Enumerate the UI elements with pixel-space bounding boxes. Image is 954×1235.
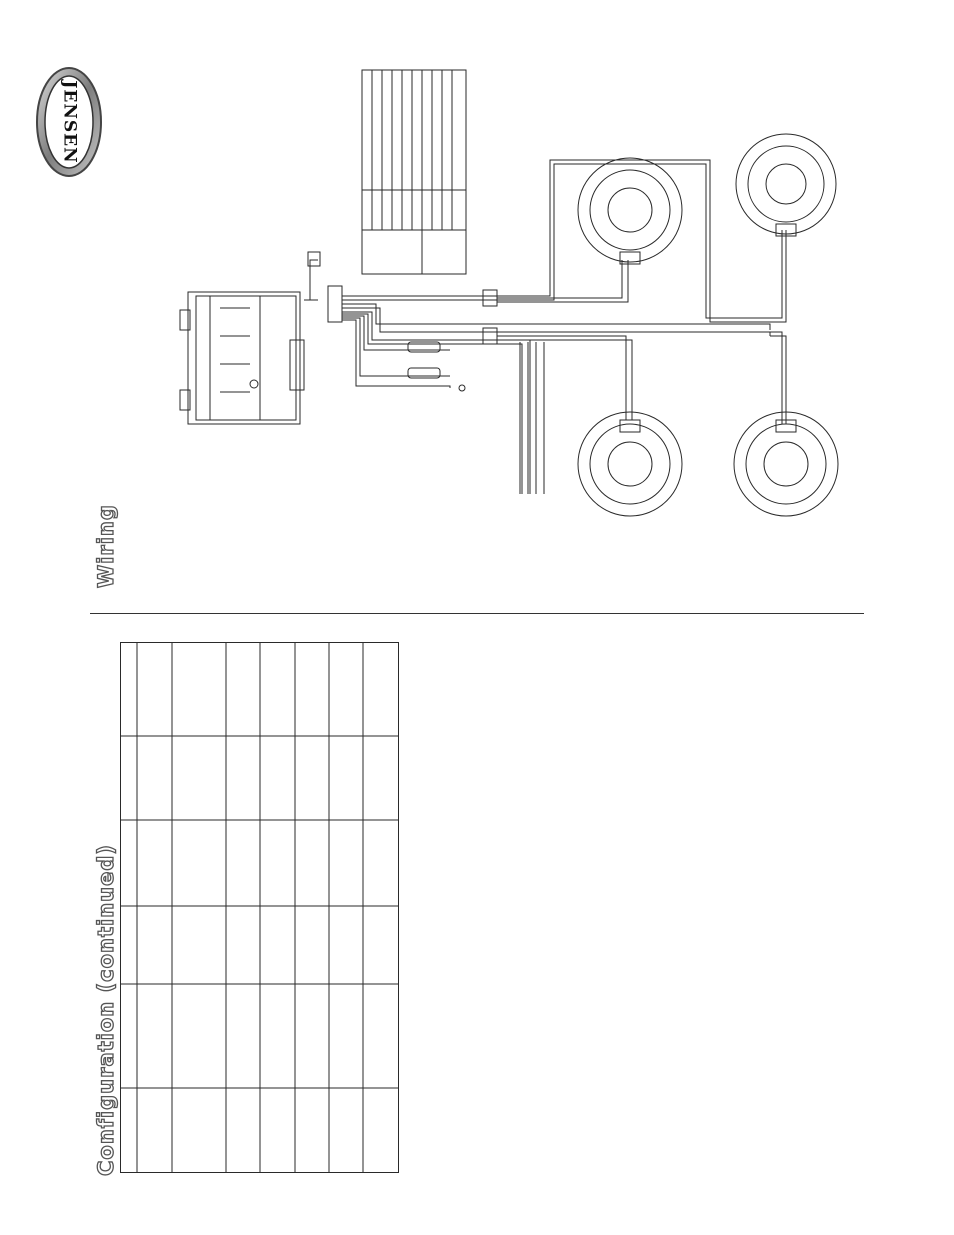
logo-text: JENSEN bbox=[59, 80, 80, 164]
configuration-table bbox=[120, 642, 399, 1173]
wiring-legend-table bbox=[362, 70, 466, 274]
jensen-logo bbox=[30, 62, 108, 182]
speaker-rear-left bbox=[736, 134, 836, 236]
front-speaker-connector bbox=[483, 328, 497, 344]
configuration-table-grid bbox=[120, 642, 399, 1173]
wiring-heading: Wiring bbox=[94, 504, 118, 588]
wiring-harness bbox=[328, 160, 786, 494]
rear-speaker-connector bbox=[483, 290, 497, 306]
configuration-heading: Configuration (continued) bbox=[94, 844, 118, 1176]
ground-terminal bbox=[459, 385, 465, 391]
wiring-diagram-graphic bbox=[150, 60, 870, 530]
speaker-front-right bbox=[578, 412, 682, 516]
speaker-rear-right bbox=[734, 412, 838, 516]
speaker-front-left bbox=[578, 158, 682, 264]
section-divider bbox=[90, 613, 864, 614]
head-unit bbox=[180, 252, 320, 424]
jensen-logo-graphic bbox=[30, 62, 108, 182]
wiring-diagram bbox=[150, 60, 870, 530]
